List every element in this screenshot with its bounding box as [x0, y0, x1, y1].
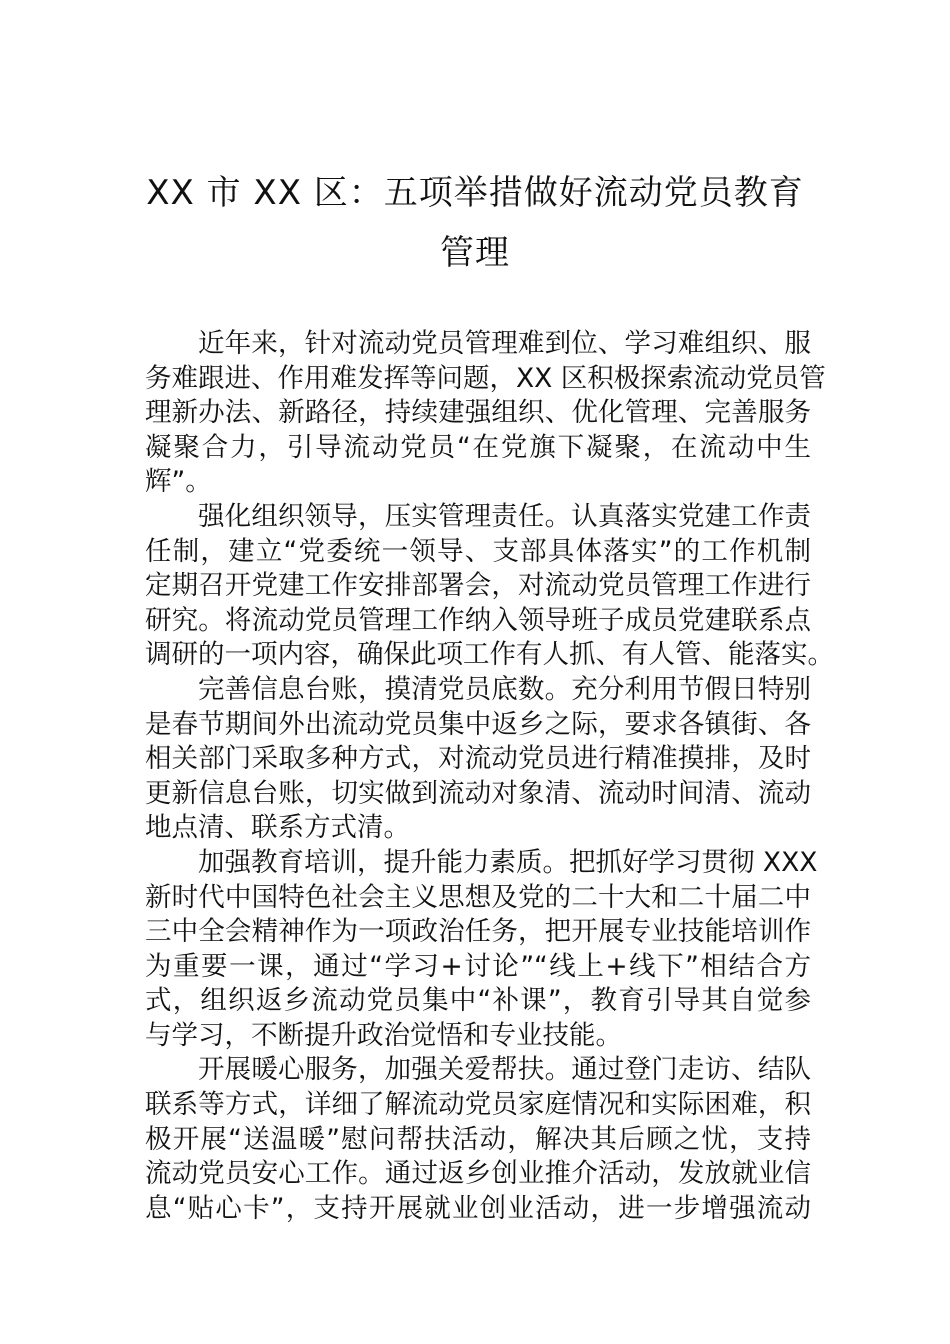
text-line: 流动党员安心工作。通过返乡创业推介活动，发放就业信: [145, 1158, 811, 1190]
text-line: 式，组织返乡流动党员集中“补课”，教育引导其自觉参: [145, 985, 811, 1017]
paragraph-service: [145, 1053, 811, 1226]
paragraph-organization: [145, 500, 834, 673]
text-line: 强化组织领导，压实管理责任。认真落实党建工作责: [198, 500, 811, 532]
title-line-1: XX 市 XX 区：五项举措做好流动党员教育: [146, 173, 804, 213]
text-line: 联系等方式，详细了解流动党员家庭情况和实际困难，积: [145, 1089, 811, 1121]
text-line: 极开展“送温暖”慰问帮扶活动，解决其后顾之忧，支持: [145, 1123, 811, 1155]
text-line: 完善信息台账，摸清党员底数。充分利用节假日特别: [198, 673, 811, 705]
text-line: 地点清、联系方式清。: [145, 812, 410, 844]
text-line: 新时代中国特色社会主义思想及党的二十大和二十届二中: [145, 881, 811, 913]
text-line: 息“贴心卡”，支持开展就业创业活动，进一步增强流动: [145, 1192, 811, 1224]
text-line: 理新办法、新路径，持续建强组织、优化管理、完善服务: [145, 397, 811, 429]
text-line: 定期召开党建工作安排部署会，对流动党员管理工作进行: [145, 570, 811, 602]
document-title: [140, 163, 810, 283]
text-line: 开展暖心服务，加强关爱帮扶。通过登门走访、结队: [198, 1054, 811, 1086]
text-line: 近年来，针对流动党员管理难到位、学习难组织、服: [198, 328, 811, 359]
text-line: 是春节期间外出流动党员集中返乡之际，要求各镇街、各: [145, 708, 811, 740]
paragraph-ledger: [145, 673, 811, 846]
text-line: 调研的一项内容，确保此项工作有人抓、有人管、能落实。: [145, 639, 834, 671]
text-line: 与学习，不断提升政治觉悟和专业技能。: [145, 1019, 622, 1051]
text-line: 研究。将流动党员管理工作纳入领导班子成员党建联系点: [145, 604, 811, 636]
document-body: [145, 327, 834, 1226]
paragraph-intro: [145, 327, 826, 500]
text-line: 三中全会精神作为一项政治任务，把开展专业技能培训作: [145, 916, 811, 948]
text-line: 辉”。: [145, 466, 212, 498]
text-line: 相关部门采取多种方式，对流动党员进行精准摸排，及时: [145, 743, 811, 775]
text-line: 务难跟进、作用难发挥等问题，XX 区积极探索流动党员管: [145, 362, 826, 394]
text-line: 为重要一课，通过“学习+讨论”“线上+线下”相结合方: [145, 950, 811, 982]
paragraph-training: [145, 846, 818, 1054]
text-line: 任制，建立“党委统一领导、支部具体落实”的工作机制: [145, 535, 811, 567]
text-line: 凝聚合力，引导流动党员“在党旗下凝聚，在流动中生: [145, 431, 811, 463]
title-line-2: 管理: [440, 233, 510, 273]
text-line: 更新信息台账，切实做到流动对象清、流动时间清、流动: [145, 777, 811, 809]
text-line: 加强教育培训，提升能力素质。把抓好学习贯彻 XXX: [198, 846, 818, 878]
